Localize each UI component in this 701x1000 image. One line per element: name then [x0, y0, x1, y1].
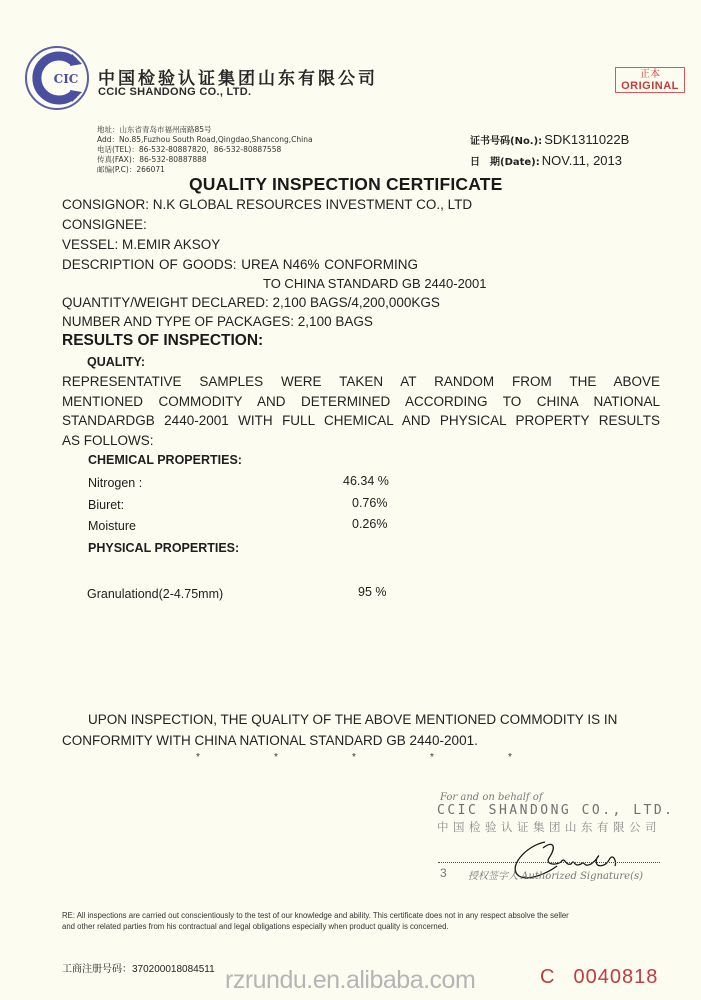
property-value-moisture: 0.26% [352, 517, 388, 531]
conclusion-line-2: CONFORMITY WITH CHINA NATIONAL STANDARD GB 2440-2001. [62, 733, 478, 748]
separator-star: * [352, 752, 356, 763]
address-line: 地址：山东省青岛市福州南路85号 [97, 125, 212, 134]
property-name-biuret: Biuret: [88, 498, 125, 512]
quantity-weight-declared: QUANTITY/WEIGHT DECLARED: 2,100 BAGS/4,200,000KGS [62, 295, 440, 310]
address-line: 电话(TEL)：86-532-80887820，86-532-80887558 [97, 145, 282, 154]
registration-number-label: 工商注册号码： [62, 964, 132, 975]
on-behalf-label: For and on behalf of [440, 792, 543, 803]
property-value-biuret: 0.76% [352, 496, 388, 510]
separator-star: * [508, 752, 512, 763]
property-value-nitrogen: 46.34 % [343, 474, 389, 488]
consignee: CONSIGNEE: [62, 217, 147, 232]
address-line: 邮编(P.C)：266071 [97, 165, 165, 174]
watermark: rzrundu.en.alibaba.com [225, 966, 476, 994]
ccic-logo-icon [22, 44, 92, 112]
quality-paragraph [62, 372, 660, 450]
original-stamp [615, 67, 685, 93]
signing-company-cn: 中国检验认证集团山东有限公司 [437, 820, 661, 834]
authorized-signature-label: 授权签字人 Authorized Signature(s) [468, 871, 644, 882]
document-title: QUALITY INSPECTION CERTIFICATE [189, 174, 503, 194]
conclusion-line-1: UPON INSPECTION, THE QUALITY OF THE ABOVE MENTIONED COMMODITY IS IN [88, 712, 618, 727]
company-name-en: CCIC SHANDONG CO., LTD. [98, 86, 252, 98]
disclaimer-line: RE: All inspections are carried out conscientiously to the test of our knowledge and ability. This certificate does not in any respect absolve the seller [62, 911, 569, 920]
consignor: CONSIGNOR: N.K GLOBAL RESOURCES INVESTMENT CO., LTD [62, 197, 473, 212]
signature-line [438, 862, 660, 863]
paragraph-line: MENTIONED COMMODITY AND DETERMINED ACCORDING TO CHINA NATIONAL [62, 393, 660, 409]
paragraph-line: REPRESENTATIVE SAMPLES WERE TAKEN AT RANDOM FROM THE ABOVE [62, 374, 660, 389]
paragraph-line: STANDARDGB 2440-2001 WITH FULL CHEMICAL AND PHYSICAL PROPERTY RESULTS [62, 413, 660, 428]
certificate-number-value: SDK1311022B [544, 132, 630, 147]
registration-number-value: 370200018084511 [132, 964, 215, 975]
address-line: 传真(FAX)：86-532-80887888 [97, 155, 207, 164]
physical-properties-heading: PHYSICAL PROPERTIES: [88, 541, 240, 555]
quality-label: QUALITY: [87, 355, 146, 369]
certificate-date [470, 153, 622, 168]
property-name-moisture: Moisture [88, 519, 136, 533]
property-name-granulation: Granulationd(2-4.75mm) [87, 587, 224, 601]
serial-value: 0040818 [573, 966, 659, 988]
registration-number [62, 960, 215, 975]
certificate-date-label: 日 期(Date): [470, 157, 540, 168]
original-stamp-cn: 正本 [640, 69, 660, 80]
description-of-goods-cont: TO CHINA STANDARD GB 2440-2001 [263, 276, 487, 291]
company-name-cn: 中国检验认证集团山东有限公司 [98, 69, 378, 89]
certificate-date-value: NOV.11, 2013 [541, 153, 622, 168]
results-heading: RESULTS OF INSPECTION: [62, 332, 264, 349]
original-stamp-en: ORIGINAL [621, 80, 679, 92]
signing-company-en: CCIC SHANDONG CO., LTD. [437, 803, 675, 818]
paragraph-line: AS FOLLOWS: [62, 432, 154, 448]
certificate-number [470, 132, 629, 147]
chemical-properties-heading: CHEMICAL PROPERTIES: [88, 453, 242, 467]
number-of-packages: NUMBER AND TYPE OF PACKAGES: 2,100 BAGS [62, 314, 373, 329]
svg-text:CIC: CIC [53, 72, 79, 86]
serial-number [540, 966, 658, 989]
property-name-nitrogen: Nitrogen : [88, 476, 143, 490]
separator-star: * [274, 752, 278, 763]
address-line: Add：No.85,Fuzhou South Road,Qingdao,Shancong,China [97, 135, 313, 144]
description-of-goods: DESCRIPTION OF GOODS: UREA N46% CONFORMING [62, 257, 419, 272]
certificate-number-label: 证书号码(No.): [470, 136, 543, 147]
disclaimer-line: and other related parties from his contractual and legal obligations especially when product quality is concerned. [62, 922, 449, 931]
serial-prefix: C [540, 966, 556, 988]
separator-star: * [196, 752, 200, 763]
disclaimer [62, 910, 569, 932]
vessel: VESSEL: M.EMIR AKSOY [62, 237, 221, 252]
company-address [97, 125, 313, 175]
property-value-granulation: 95 % [358, 585, 387, 599]
signature-number: 3 [440, 866, 447, 880]
separator-star: * [430, 752, 434, 763]
